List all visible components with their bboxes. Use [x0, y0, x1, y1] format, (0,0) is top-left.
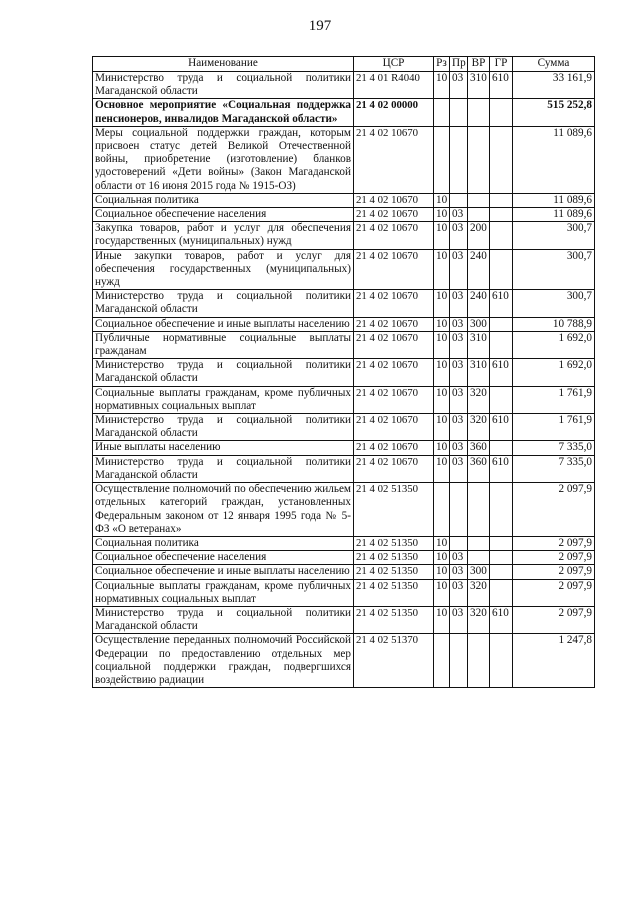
row-name: Меры социальной поддержки граждан, которым присвоен статус детей Великой Отечественной войны, приобретение (изготовление) бланков удостоверений «Дети войны» (Закон Магаданской области от 16 июня 2015 года № 1915-ОЗ) — [93, 126, 354, 193]
row-sum: 11 089,6 — [513, 208, 595, 222]
row-gr — [490, 99, 513, 126]
row-gr: 610 — [490, 455, 513, 482]
row-rz: 10 — [434, 290, 450, 317]
table-row — [93, 455, 595, 482]
row-rz: 10 — [434, 579, 450, 606]
row-vr: 360 — [468, 455, 490, 482]
row-rz: 10 — [434, 606, 450, 633]
row-name: Иные закупки товаров, работ и услуг для обеспечения государственных (муниципальных) нужд — [93, 249, 354, 290]
row-name: Социальное обеспечение и иные выплаты населению — [93, 565, 354, 579]
row-rz: 10 — [434, 565, 450, 579]
table-row — [93, 483, 595, 537]
row-pr: 03 — [450, 579, 468, 606]
row-sum: 515 252,8 — [513, 99, 595, 126]
row-name: Социальная политика — [93, 536, 354, 550]
row-csr: 21 4 02 10670 — [354, 414, 434, 441]
row-rz: 10 — [434, 317, 450, 331]
row-rz — [434, 634, 450, 688]
table-row — [93, 634, 595, 688]
row-vr: 320 — [468, 606, 490, 633]
row-rz: 10 — [434, 249, 450, 290]
table-row — [93, 536, 595, 550]
row-pr — [450, 126, 468, 193]
row-name: Закупка товаров, работ и услуг для обеспечения государственных (муниципальных) нужд — [93, 222, 354, 249]
row-vr: 300 — [468, 565, 490, 579]
row-csr: 21 4 02 10670 — [354, 222, 434, 249]
row-sum: 10 788,9 — [513, 317, 595, 331]
row-pr: 03 — [450, 565, 468, 579]
row-csr: 21 4 02 10670 — [354, 331, 434, 358]
row-csr: 21 4 02 00000 — [354, 99, 434, 126]
row-rz: 10 — [434, 208, 450, 222]
row-vr: 200 — [468, 222, 490, 249]
table-row — [93, 249, 595, 290]
row-csr: 21 4 02 51350 — [354, 551, 434, 565]
row-gr: 610 — [490, 72, 513, 99]
row-gr — [490, 483, 513, 537]
row-pr: 03 — [450, 441, 468, 455]
row-vr — [468, 99, 490, 126]
row-csr: 21 4 02 10670 — [354, 441, 434, 455]
row-vr: 310 — [468, 331, 490, 358]
row-name: Министерство труда и социальной политики Магаданской области — [93, 414, 354, 441]
header-vr: ВР — [468, 57, 490, 72]
header-csr: ЦСР — [354, 57, 434, 72]
row-sum: 11 089,6 — [513, 126, 595, 193]
row-csr: 21 4 02 10670 — [354, 317, 434, 331]
row-pr: 03 — [450, 359, 468, 386]
row-rz — [434, 126, 450, 193]
row-pr — [450, 634, 468, 688]
table-row — [93, 126, 595, 193]
header-pr: Пр — [450, 57, 468, 72]
row-pr — [450, 536, 468, 550]
row-sum: 2 097,9 — [513, 606, 595, 633]
row-name: Министерство труда и социальной политики Магаданской области — [93, 72, 354, 99]
row-csr: 21 4 01 R4040 — [354, 72, 434, 99]
row-gr — [490, 208, 513, 222]
row-sum: 1 692,0 — [513, 331, 595, 358]
row-name: Иные выплаты населению — [93, 441, 354, 455]
row-pr — [450, 483, 468, 537]
row-sum: 1 761,9 — [513, 386, 595, 413]
table-row — [93, 414, 595, 441]
row-gr — [490, 331, 513, 358]
row-csr: 21 4 02 51350 — [354, 606, 434, 633]
row-rz: 10 — [434, 536, 450, 550]
row-name: Осуществление переданных полномочий Российской Федерации по предоставлению отдельных мер социальной поддержки граждан, подвергшихся воздействию радиации — [93, 634, 354, 688]
row-pr: 03 — [450, 331, 468, 358]
row-sum: 2 097,9 — [513, 536, 595, 550]
row-sum: 2 097,9 — [513, 579, 595, 606]
row-gr — [490, 536, 513, 550]
table-row — [93, 579, 595, 606]
row-name: Министерство труда и социальной политики Магаданской области — [93, 359, 354, 386]
row-gr — [490, 565, 513, 579]
row-pr — [450, 193, 468, 207]
row-gr — [490, 441, 513, 455]
row-vr: 240 — [468, 249, 490, 290]
row-vr — [468, 634, 490, 688]
row-rz: 10 — [434, 72, 450, 99]
row-rz: 10 — [434, 331, 450, 358]
row-pr — [450, 99, 468, 126]
row-csr: 21 4 02 10670 — [354, 208, 434, 222]
row-gr — [490, 634, 513, 688]
row-vr — [468, 536, 490, 550]
row-csr: 21 4 02 10670 — [354, 359, 434, 386]
row-csr: 21 4 02 10670 — [354, 193, 434, 207]
table-row — [93, 290, 595, 317]
row-rz — [434, 483, 450, 537]
table-row — [93, 386, 595, 413]
row-name: Социальное обеспечение населения — [93, 208, 354, 222]
row-gr: 610 — [490, 606, 513, 633]
row-sum: 300,7 — [513, 290, 595, 317]
row-pr: 03 — [450, 290, 468, 317]
row-sum: 2 097,9 — [513, 551, 595, 565]
row-pr: 03 — [450, 606, 468, 633]
row-sum: 7 335,0 — [513, 455, 595, 482]
row-pr: 03 — [450, 249, 468, 290]
row-vr — [468, 193, 490, 207]
row-csr: 21 4 02 10670 — [354, 249, 434, 290]
page-number: 197 — [308, 18, 332, 34]
row-name: Социальное обеспечение населения — [93, 551, 354, 565]
table-row — [93, 193, 595, 207]
row-csr: 21 4 02 10670 — [354, 126, 434, 193]
row-gr — [490, 126, 513, 193]
row-gr — [490, 386, 513, 413]
row-name: Осуществление полномочий по обеспечению жильем отдельных категорий граждан, установленных Федеральным законом от 12 января 1995 года № 5-ФЗ «О ветеранах» — [93, 483, 354, 537]
row-name: Социальная политика — [93, 193, 354, 207]
row-gr — [490, 249, 513, 290]
row-pr: 03 — [450, 72, 468, 99]
row-gr — [490, 193, 513, 207]
table-row — [93, 99, 595, 126]
header-rz: Рз — [434, 57, 450, 72]
header-sum: Сумма — [513, 57, 595, 72]
row-name: Социальные выплаты гражданам, кроме публичных нормативных социальных выплат — [93, 579, 354, 606]
row-csr: 21 4 02 51350 — [354, 536, 434, 550]
row-gr — [490, 222, 513, 249]
row-vr — [468, 483, 490, 537]
table-row — [93, 222, 595, 249]
row-vr: 320 — [468, 579, 490, 606]
row-rz: 10 — [434, 386, 450, 413]
row-rz — [434, 99, 450, 126]
table-row — [93, 317, 595, 331]
row-csr: 21 4 02 51350 — [354, 579, 434, 606]
row-pr: 03 — [450, 222, 468, 249]
budget-table — [92, 56, 595, 688]
table-row — [93, 606, 595, 633]
row-vr: 320 — [468, 414, 490, 441]
row-pr: 03 — [450, 414, 468, 441]
row-sum: 2 097,9 — [513, 565, 595, 579]
row-vr: 360 — [468, 441, 490, 455]
row-sum: 1 692,0 — [513, 359, 595, 386]
row-pr: 03 — [450, 317, 468, 331]
row-vr — [468, 551, 490, 565]
row-gr — [490, 579, 513, 606]
row-vr: 310 — [468, 72, 490, 99]
row-csr: 21 4 02 10670 — [354, 386, 434, 413]
row-pr: 03 — [450, 551, 468, 565]
row-gr: 610 — [490, 359, 513, 386]
row-pr: 03 — [450, 455, 468, 482]
row-gr: 610 — [490, 290, 513, 317]
table-row — [93, 72, 595, 99]
row-name: Основное мероприятие «Социальная поддержка пенсионеров, инвалидов Магаданской области» — [93, 99, 354, 126]
row-vr: 240 — [468, 290, 490, 317]
row-gr: 610 — [490, 414, 513, 441]
row-name: Министерство труда и социальной политики Магаданской области — [93, 290, 354, 317]
table-row — [93, 331, 595, 358]
row-name: Публичные нормативные социальные выплаты гражданам — [93, 331, 354, 358]
row-sum: 2 097,9 — [513, 483, 595, 537]
row-rz: 10 — [434, 222, 450, 249]
row-rz: 10 — [434, 551, 450, 565]
table-row — [93, 551, 595, 565]
row-rz: 10 — [434, 441, 450, 455]
row-name: Министерство труда и социальной политики Магаданской области — [93, 606, 354, 633]
row-gr — [490, 317, 513, 331]
header-name: Наименование — [93, 57, 354, 72]
row-gr — [490, 551, 513, 565]
table-row — [93, 208, 595, 222]
row-name: Социальные выплаты гражданам, кроме публичных нормативных социальных выплат — [93, 386, 354, 413]
row-csr: 21 4 02 10670 — [354, 455, 434, 482]
row-vr — [468, 126, 490, 193]
row-sum: 300,7 — [513, 249, 595, 290]
row-rz: 10 — [434, 414, 450, 441]
header-gr: ГР — [490, 57, 513, 72]
row-sum: 1 247,8 — [513, 634, 595, 688]
row-sum: 1 761,9 — [513, 414, 595, 441]
row-rz: 10 — [434, 193, 450, 207]
row-rz: 10 — [434, 455, 450, 482]
row-sum: 33 161,9 — [513, 72, 595, 99]
row-pr: 03 — [450, 386, 468, 413]
row-sum: 11 089,6 — [513, 193, 595, 207]
row-vr: 320 — [468, 386, 490, 413]
row-vr — [468, 208, 490, 222]
table-row — [93, 441, 595, 455]
row-vr: 300 — [468, 317, 490, 331]
row-csr: 21 4 02 51350 — [354, 565, 434, 579]
row-csr: 21 4 02 51370 — [354, 634, 434, 688]
row-sum: 300,7 — [513, 222, 595, 249]
row-csr: 21 4 02 10670 — [354, 290, 434, 317]
table-row — [93, 359, 595, 386]
row-rz: 10 — [434, 359, 450, 386]
table-row — [93, 565, 595, 579]
row-name: Социальное обеспечение и иные выплаты населению — [93, 317, 354, 331]
row-csr: 21 4 02 51350 — [354, 483, 434, 537]
row-vr: 310 — [468, 359, 490, 386]
row-pr: 03 — [450, 208, 468, 222]
header-row — [93, 57, 595, 72]
row-name: Министерство труда и социальной политики Магаданской области — [93, 455, 354, 482]
row-sum: 7 335,0 — [513, 441, 595, 455]
